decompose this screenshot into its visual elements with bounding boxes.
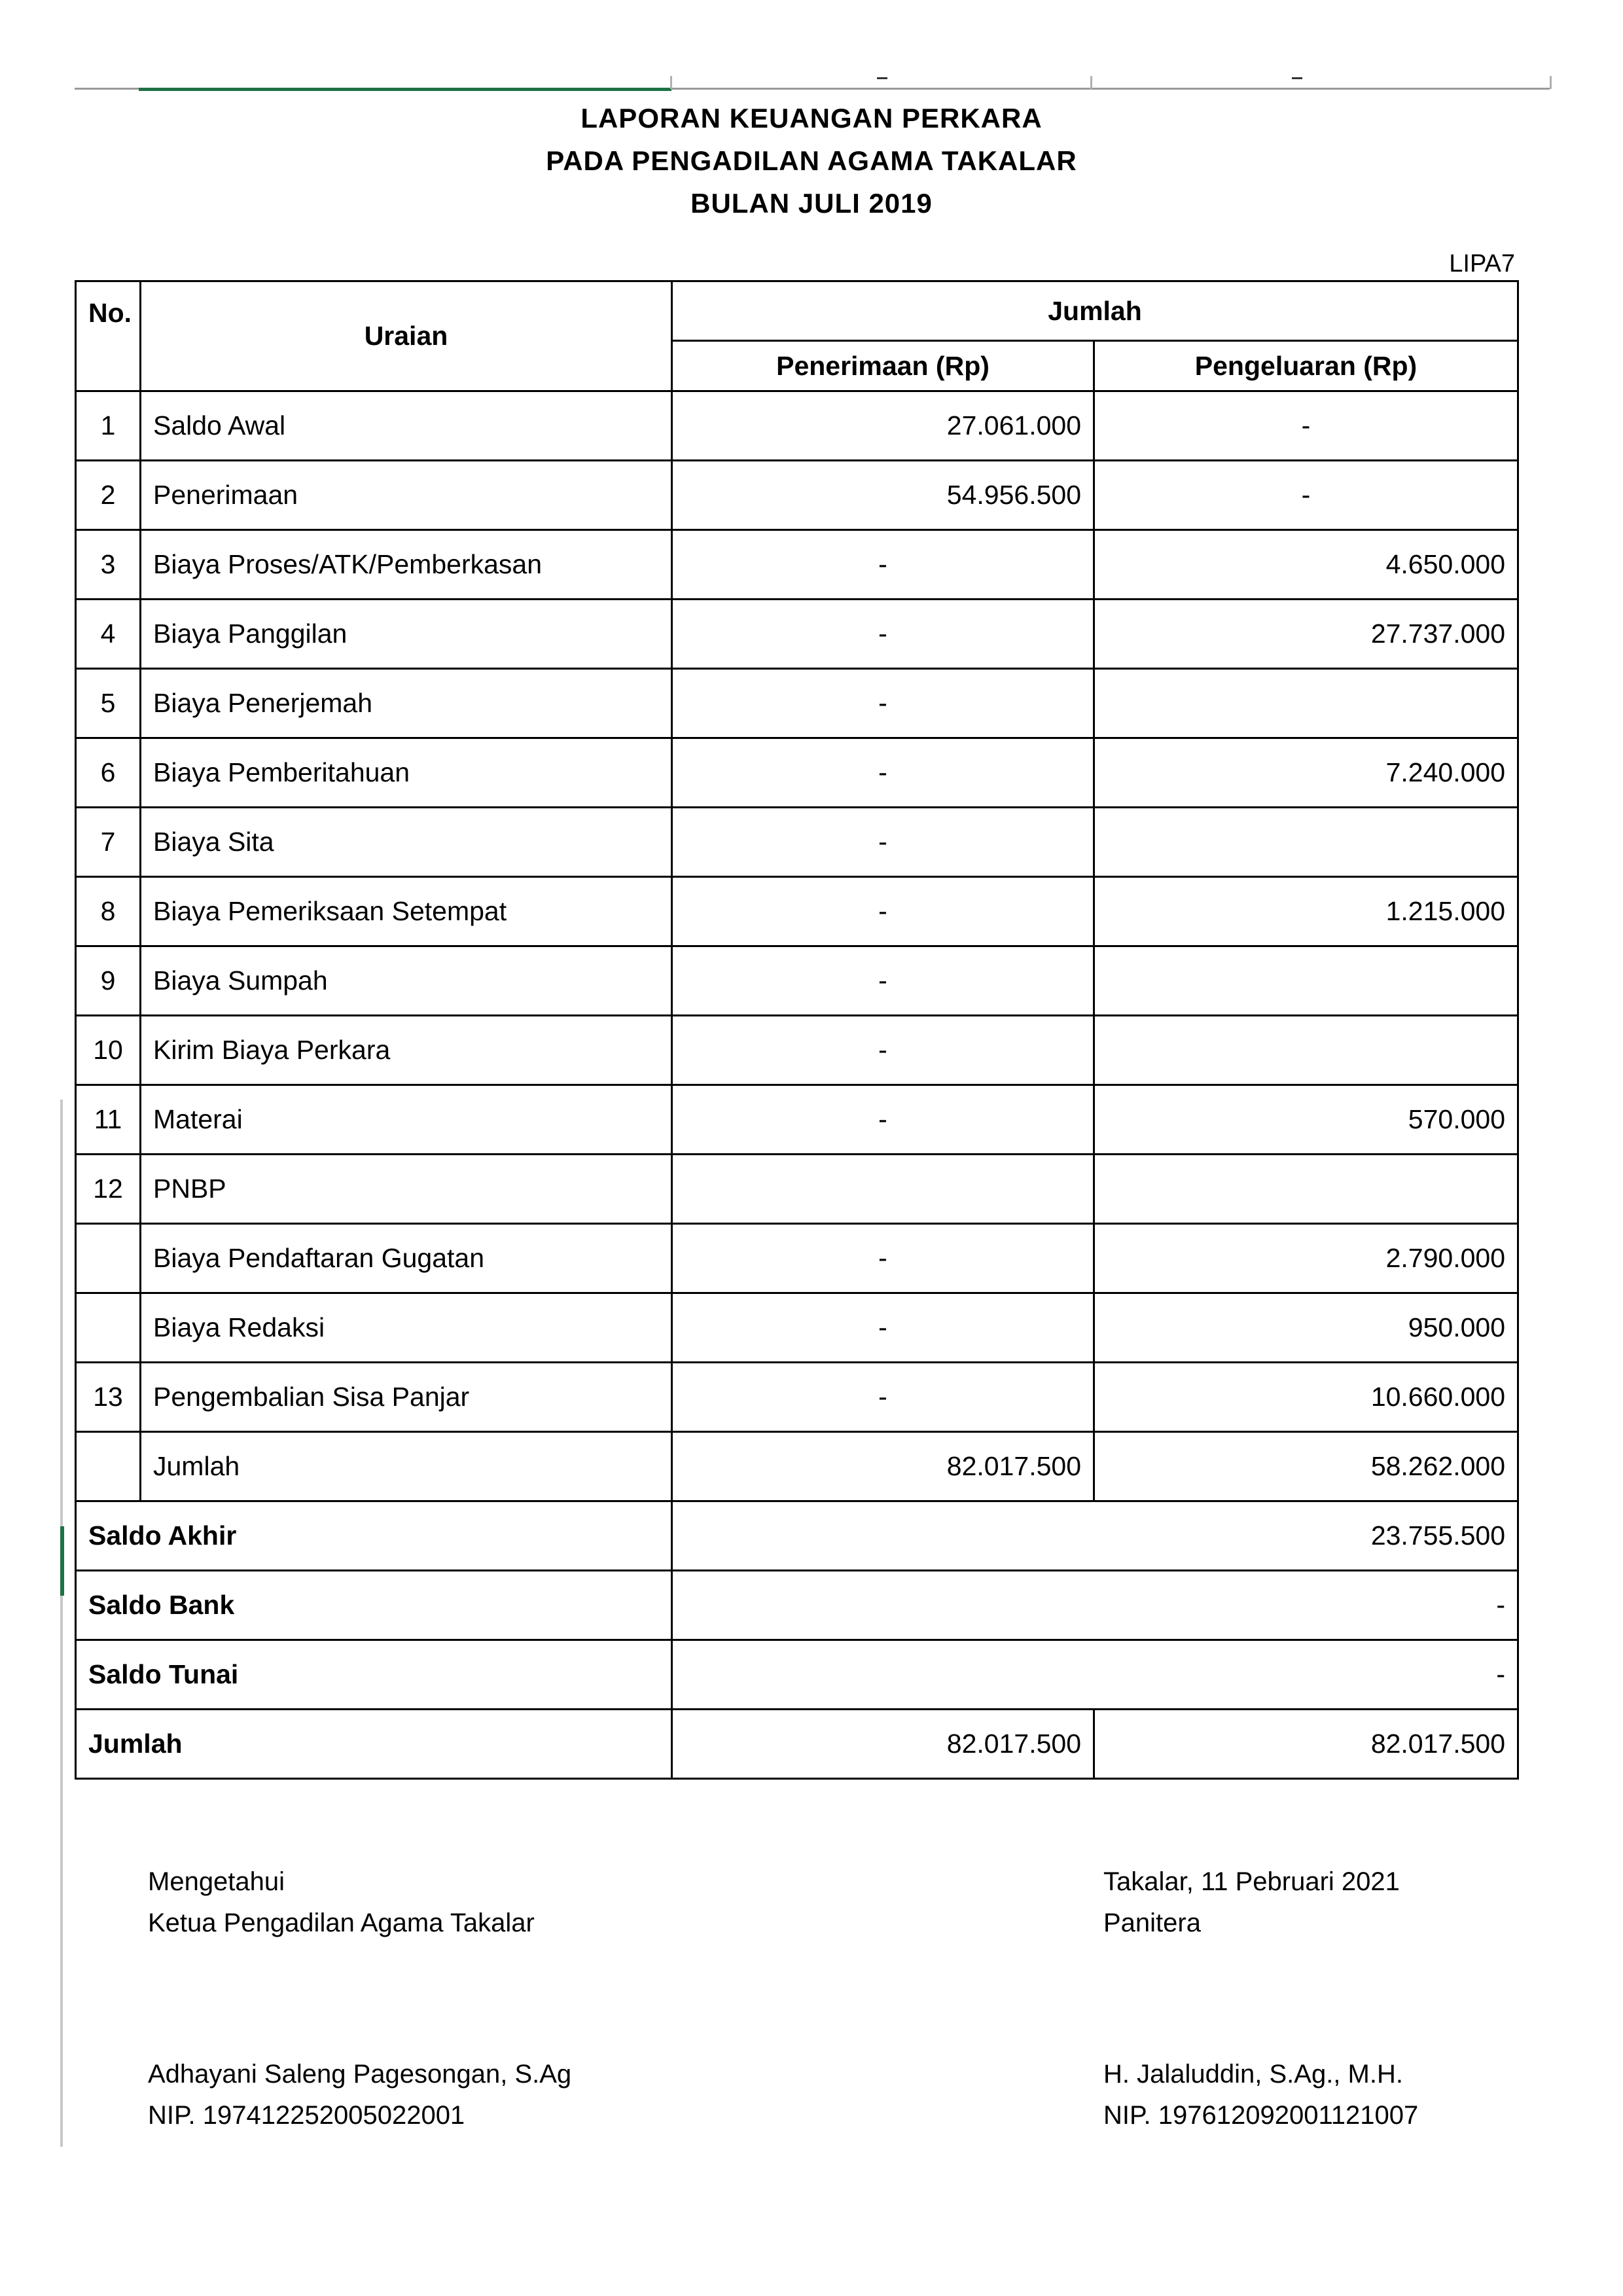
signature-left-nip: NIP. 197412252005022001 <box>148 2101 465 2130</box>
table-row <box>76 1016 1518 1085</box>
total-pengeluaran: 82.017.500 <box>1094 1710 1518 1779</box>
signature-left-line1: Mengetahui <box>148 1867 285 1896</box>
table-row <box>76 877 1518 946</box>
row-penerimaan: 54.956.500 <box>672 461 1094 530</box>
row-number: 9 <box>76 946 141 1016</box>
row-description: Biaya Panggilan <box>141 600 672 669</box>
row-penerimaan: 27.061.000 <box>672 391 1094 461</box>
row-number <box>76 1432 141 1501</box>
cutoff-dash <box>1292 77 1302 79</box>
row-number: 5 <box>76 669 141 738</box>
sheet-row-edge <box>60 1100 63 2147</box>
row-penerimaan: 82.017.500 <box>672 1432 1094 1501</box>
row-description: Biaya Pemeriksaan Setempat <box>141 877 672 946</box>
selected-cell-indicator <box>139 68 671 91</box>
signature-right-name: H. Jalaluddin, S.Ag., M.H. <box>1103 2060 1403 2089</box>
column-divider <box>1090 76 1092 89</box>
header-penerimaan: Penerimaan (Rp) <box>672 341 1094 391</box>
row-number: 11 <box>76 1085 141 1155</box>
financial-report-table <box>75 280 1519 1780</box>
signature-right-identity <box>1103 2054 1418 2136</box>
saldo-akhir-row <box>76 1501 1518 1571</box>
row-pengeluaran <box>1094 946 1518 1016</box>
table-row <box>76 461 1518 530</box>
total-label: Jumlah <box>76 1710 672 1779</box>
row-pengeluaran: 570.000 <box>1094 1085 1518 1155</box>
header-uraian: Uraian <box>141 281 672 391</box>
row-pengeluaran: 7.240.000 <box>1094 738 1518 808</box>
row-pengeluaran: 58.262.000 <box>1094 1432 1518 1501</box>
saldo-bank-value: - <box>672 1571 1518 1640</box>
row-number <box>76 1224 141 1293</box>
row-pengeluaran <box>1094 1016 1518 1085</box>
table-row <box>76 808 1518 877</box>
column-divider <box>670 76 672 89</box>
row-number: 4 <box>76 600 141 669</box>
row-number: 10 <box>76 1016 141 1085</box>
row-description: Biaya Sumpah <box>141 946 672 1016</box>
row-number: 13 <box>76 1363 141 1432</box>
row-selection-marker <box>60 1526 64 1596</box>
column-divider <box>1550 76 1552 89</box>
report-titles <box>0 97 1623 224</box>
row-penerimaan: - <box>672 1016 1094 1085</box>
row-penerimaan: - <box>672 530 1094 600</box>
table-row <box>76 669 1518 738</box>
row-number <box>76 1293 141 1363</box>
row-description: Biaya Pemberitahuan <box>141 738 672 808</box>
row-description: Penerimaan <box>141 461 672 530</box>
total-penerimaan: 82.017.500 <box>672 1710 1094 1779</box>
row-pengeluaran: - <box>1094 391 1518 461</box>
row-penerimaan: - <box>672 946 1094 1016</box>
signature-left-name: Adhayani Saleng Pagesongan, S.Ag <box>148 2060 572 2089</box>
report-period: BULAN JULI 2019 <box>690 188 933 219</box>
row-penerimaan: - <box>672 877 1094 946</box>
row-number: 7 <box>76 808 141 877</box>
table-header-row <box>76 281 1518 341</box>
row-pengeluaran <box>1094 1155 1518 1224</box>
total-row <box>76 1710 1518 1779</box>
header-jumlah: Jumlah <box>672 281 1518 341</box>
row-penerimaan <box>672 1155 1094 1224</box>
row-pengeluaran: 1.215.000 <box>1094 877 1518 946</box>
row-description: PNBP <box>141 1155 672 1224</box>
table-row <box>76 1432 1518 1501</box>
table-row <box>76 738 1518 808</box>
row-penerimaan: - <box>672 738 1094 808</box>
signature-left-title: Ketua Pengadilan Agama Takalar <box>148 1909 535 1937</box>
row-pengeluaran <box>1094 808 1518 877</box>
row-pengeluaran: 10.660.000 <box>1094 1363 1518 1432</box>
row-penerimaan: - <box>672 669 1094 738</box>
signature-right-line1: Takalar, 11 Pebruari 2021 <box>1103 1867 1400 1896</box>
saldo-tunai-row <box>76 1640 1518 1710</box>
spreadsheet-cutoff-row <box>75 68 1550 90</box>
saldo-akhir-label: Saldo Akhir <box>76 1501 672 1571</box>
saldo-bank-row <box>76 1571 1518 1640</box>
row-number: 1 <box>76 391 141 461</box>
table-row <box>76 530 1518 600</box>
table-row <box>76 1293 1518 1363</box>
header-no: No. <box>76 281 141 391</box>
table-row <box>76 391 1518 461</box>
signature-right-title: Panitera <box>1103 1909 1201 1937</box>
table-row <box>76 1085 1518 1155</box>
signature-right-nip: NIP. 197612092001121007 <box>1103 2101 1419 2130</box>
row-penerimaan: - <box>672 1085 1094 1155</box>
report-subtitle: PADA PENGADILAN AGAMA TAKALAR <box>546 145 1077 176</box>
signature-left-identity <box>148 2054 571 2136</box>
row-description: Saldo Awal <box>141 391 672 461</box>
row-penerimaan: - <box>672 808 1094 877</box>
row-pengeluaran: - <box>1094 461 1518 530</box>
row-description: Biaya Penerjemah <box>141 669 672 738</box>
row-number: 12 <box>76 1155 141 1224</box>
saldo-akhir-value: 23.755.500 <box>672 1501 1518 1571</box>
report-title: LAPORAN KEUANGAN PERKARA <box>580 103 1043 134</box>
row-description: Jumlah <box>141 1432 672 1501</box>
row-penerimaan: - <box>672 1363 1094 1432</box>
row-pengeluaran: 2.790.000 <box>1094 1224 1518 1293</box>
row-number: 3 <box>76 530 141 600</box>
table-row <box>76 1224 1518 1293</box>
row-pengeluaran: 27.737.000 <box>1094 600 1518 669</box>
row-description: Biaya Pendaftaran Gugatan <box>141 1224 672 1293</box>
row-description: Materai <box>141 1085 672 1155</box>
table-row <box>76 946 1518 1016</box>
table-row <box>76 1155 1518 1224</box>
row-penerimaan: - <box>672 1293 1094 1363</box>
row-pengeluaran: 950.000 <box>1094 1293 1518 1363</box>
row-penerimaan: - <box>672 1224 1094 1293</box>
row-number: 6 <box>76 738 141 808</box>
row-number: 2 <box>76 461 141 530</box>
table-row <box>76 600 1518 669</box>
header-pengeluaran: Pengeluaran (Rp) <box>1094 341 1518 391</box>
saldo-tunai-label: Saldo Tunai <box>76 1640 672 1710</box>
table-row <box>76 1363 1518 1432</box>
report-code: LIPA7 <box>1449 250 1515 278</box>
signature-right <box>1103 1861 1400 1944</box>
row-description: Biaya Proses/ATK/Pemberkasan <box>141 530 672 600</box>
row-description: Biaya Redaksi <box>141 1293 672 1363</box>
row-pengeluaran <box>1094 669 1518 738</box>
signature-left <box>148 1861 535 1944</box>
row-description: Kirim Biaya Perkara <box>141 1016 672 1085</box>
saldo-bank-label: Saldo Bank <box>76 1571 672 1640</box>
row-number: 8 <box>76 877 141 946</box>
row-description: Biaya Sita <box>141 808 672 877</box>
row-pengeluaran: 4.650.000 <box>1094 530 1518 600</box>
row-description: Pengembalian Sisa Panjar <box>141 1363 672 1432</box>
cutoff-dash <box>877 77 887 79</box>
saldo-tunai-value: - <box>672 1640 1518 1710</box>
row-penerimaan: - <box>672 600 1094 669</box>
